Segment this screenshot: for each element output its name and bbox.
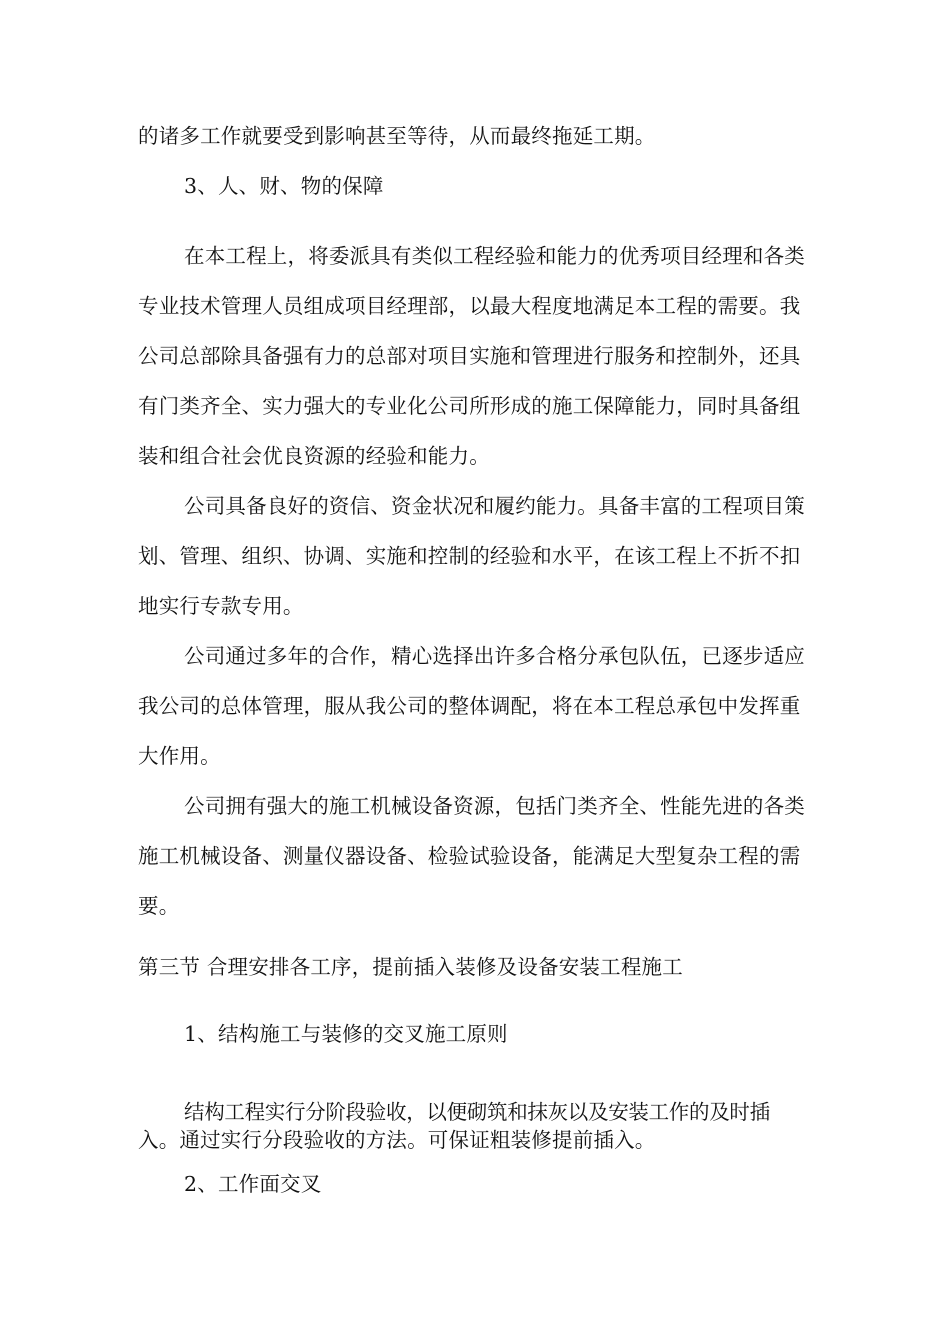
subsection-heading: 1、结构施工与装修的交叉施工原则 xyxy=(184,1022,508,1046)
paragraph-line: 有门类齐全、实力强大的专业化公司所形成的施工保障能力，同时具备组 xyxy=(138,394,801,418)
paragraph-line: 装和组合社会优良资源的经验和能力。 xyxy=(138,444,490,468)
paragraph-line: 大作用。 xyxy=(138,744,221,768)
paragraph-line: 公司具备良好的资信、资金状况和履约能力。具备丰富的工程项目策 xyxy=(184,494,805,518)
subsection-heading: 2、工作面交叉 xyxy=(184,1172,322,1196)
paragraph-line: 的诸多工作就要受到影响甚至等待，从而最终拖延工期。 xyxy=(138,124,656,148)
paragraph-line: 公司拥有强大的施工机械设备资源，包括门类齐全、性能先进的各类 xyxy=(184,794,805,818)
section-heading: 第三节 合理安排各工序，提前插入装修及设备安装工程施工 xyxy=(138,955,683,979)
paragraph-line: 公司总部除具备强有力的总部对项目实施和管理进行服务和控制外，还具 xyxy=(138,344,801,368)
paragraph-line: 我公司的总体管理，服从我公司的整体调配，将在本工程总承包中发挥重 xyxy=(138,694,801,718)
paragraph-line: 施工机械设备、测量仪器设备、检验试验设备，能满足大型复杂工程的需 xyxy=(138,844,801,868)
paragraph-line: 划、管理、组织、协调、实施和控制的经验和水平，在该工程上不折不扣 xyxy=(138,544,801,568)
paragraph-line: 在本工程上，将委派具有类似工程经验和能力的优秀项目经理和各类 xyxy=(184,244,805,268)
paragraph-line: 公司通过多年的合作，精心选择出许多合格分承包队伍，已逐步适应 xyxy=(184,644,805,668)
paragraph-line: 要。 xyxy=(138,894,180,918)
paragraph-line: 地实行专款专用。 xyxy=(138,594,304,618)
subsection-heading: 3、人、财、物的保障 xyxy=(184,174,384,198)
paragraph-line: 结构工程实行分阶段验收，以便砌筑和抹灰以及安装工作的及时插 xyxy=(184,1100,770,1124)
paragraph-line: 入。通过实行分段验收的方法。可保证粗装修提前插入。 xyxy=(138,1128,656,1152)
paragraph-line: 专业技术管理人员组成项目经理部，以最大程度地满足本工程的需要。我 xyxy=(138,294,801,318)
